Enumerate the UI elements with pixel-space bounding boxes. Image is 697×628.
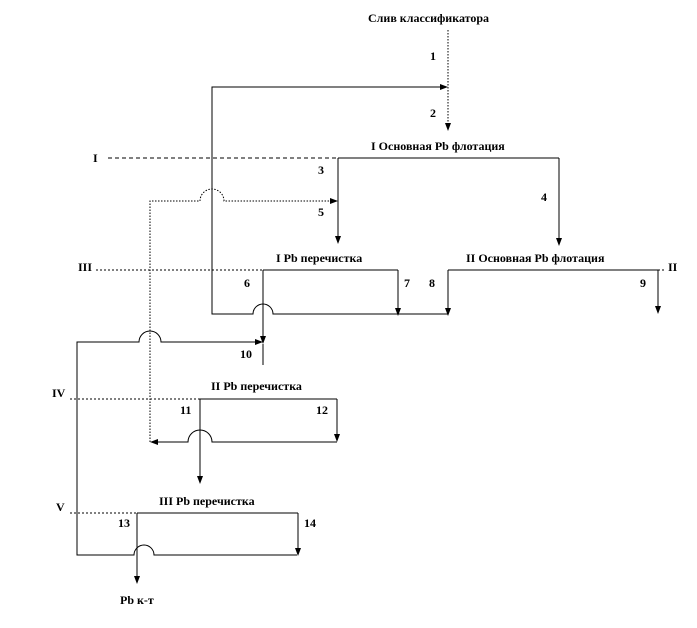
main-flotation-1-label: I Основная Pb флотация — [371, 139, 505, 153]
stream-14-label: 14 — [304, 516, 316, 530]
stream-3-arrowhead — [335, 236, 341, 244]
stream-10-arrowhead — [260, 336, 266, 344]
stream-12-return-arrowhead — [150, 439, 158, 445]
stream-11-arrowhead — [197, 476, 203, 484]
roman-level-5: V — [56, 500, 65, 514]
main-flotation-2-label: II Основная Pb флотация — [466, 251, 605, 265]
stream-11-label: 11 — [180, 403, 192, 417]
stream-12-label: 12 — [316, 403, 328, 417]
cleaning-3-label: III Pb перечистка — [159, 494, 255, 508]
stream-5-label: 5 — [318, 205, 324, 219]
stream-2-label: 2 — [430, 106, 436, 120]
roman-level-4: IV — [52, 386, 66, 400]
stream-12-return — [158, 430, 337, 442]
stream-10-label: 10 — [240, 347, 252, 361]
stream-12-arrowhead — [334, 434, 340, 442]
cleaning-2-label: II Pb перечистка — [211, 379, 302, 393]
stream-6-label: 6 — [244, 276, 250, 290]
stream-8-arrowhead — [445, 308, 451, 316]
feed-arrowhead — [445, 123, 451, 131]
stream-4-label: 4 — [541, 190, 547, 204]
recycle-to-cleaning-2 — [77, 331, 297, 555]
stream-9-label: 9 — [640, 276, 646, 290]
stream-7-arrowhead — [395, 308, 401, 316]
stream-8-label: 8 — [429, 276, 435, 290]
stream-9-arrowhead — [655, 306, 661, 314]
stream-13-label: 13 — [118, 516, 130, 530]
recycle-to-cleaning-1 — [150, 189, 330, 442]
stream-7-label: 7 — [404, 276, 410, 290]
stream-13-arrowhead — [134, 576, 140, 584]
stream-3-label: 3 — [318, 163, 324, 177]
stream-4-arrowhead — [556, 238, 562, 246]
roman-level-3: III — [78, 260, 93, 274]
feed-label: Слив классификатора — [368, 11, 490, 25]
stream-1-label: 1 — [430, 49, 436, 63]
roman-level-1: I — [93, 151, 98, 165]
roman-level-2: II — [668, 260, 678, 274]
product-label: Pb к-т — [120, 593, 154, 607]
recycle-cleaning-1-arrowhead — [330, 198, 338, 204]
cleaning-1-label: I Pb перечистка — [276, 251, 363, 265]
recycle-main-1-arrowhead — [440, 84, 448, 90]
